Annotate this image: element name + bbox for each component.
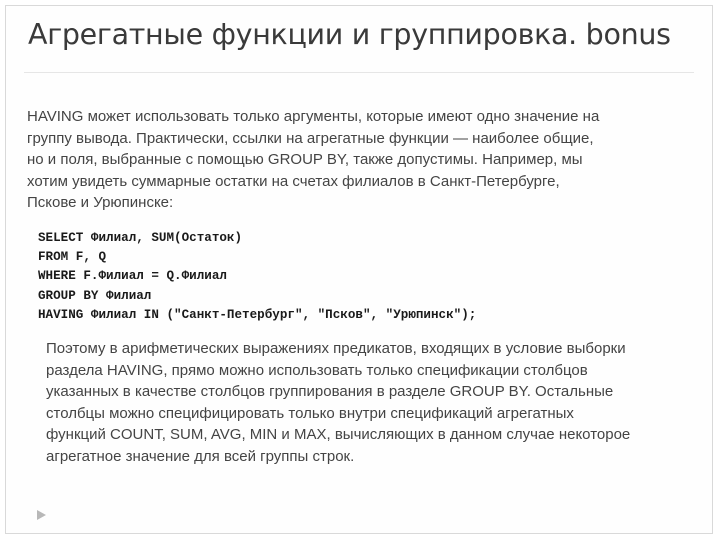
intro-line: но и поля, выбранные с помощью GROUP BY, также допустимы. Например, мы [27, 151, 583, 168]
note-line: функций COUNT, SUM, AVG, MIN и MAX, вычисляющих в данном случае некоторое [46, 426, 631, 444]
note-line: указанных в качестве столбцов группирования в разделе GROUP BY. Остальные [46, 383, 614, 401]
code-line: FROM F, Q [38, 250, 107, 265]
title-divider [24, 72, 694, 73]
code-line: SELECT Филиал, SUM(Остаток) [38, 231, 243, 245]
explanation-paragraph [46, 338, 696, 468]
intro-line: HAVING может использовать только аргументы, которые имеют одно значение на [27, 108, 600, 125]
triangle-bullet-icon [37, 510, 46, 520]
note-line: столбцы можно специфицировать только внутри спецификаций агрегатных [46, 404, 574, 422]
intro-line: Пскове и Урюпинске: [27, 194, 174, 211]
slide-title: Агрегатные функции и группировка. bonus [28, 18, 671, 51]
note-line: раздела HAVING, прямо можно использовать только спецификации столбцов [46, 361, 588, 379]
intro-paragraph [27, 106, 692, 214]
code-line: GROUP BY Филиал [38, 288, 152, 303]
note-line: Поэтому в арифметических выражениях предикатов, входящих в условие выборки [46, 340, 626, 357]
intro-line: группу вывода. Практически, ссылки на агрегатные функции — наиболее общие, [27, 129, 594, 147]
note-line: агрегатное значение для всей группы строк. [46, 447, 355, 465]
code-line: WHERE F.Филиал = Q.Филиал [38, 269, 227, 284]
sql-code-block [38, 229, 678, 325]
intro-line: хотим увидеть суммарные остатки на счетах филиалов в Санкт-Петербурге, [27, 172, 560, 190]
code-line: HAVING Филиал IN ("Санкт-Петербург", "Псков", "Урюпинск"); [38, 307, 477, 322]
